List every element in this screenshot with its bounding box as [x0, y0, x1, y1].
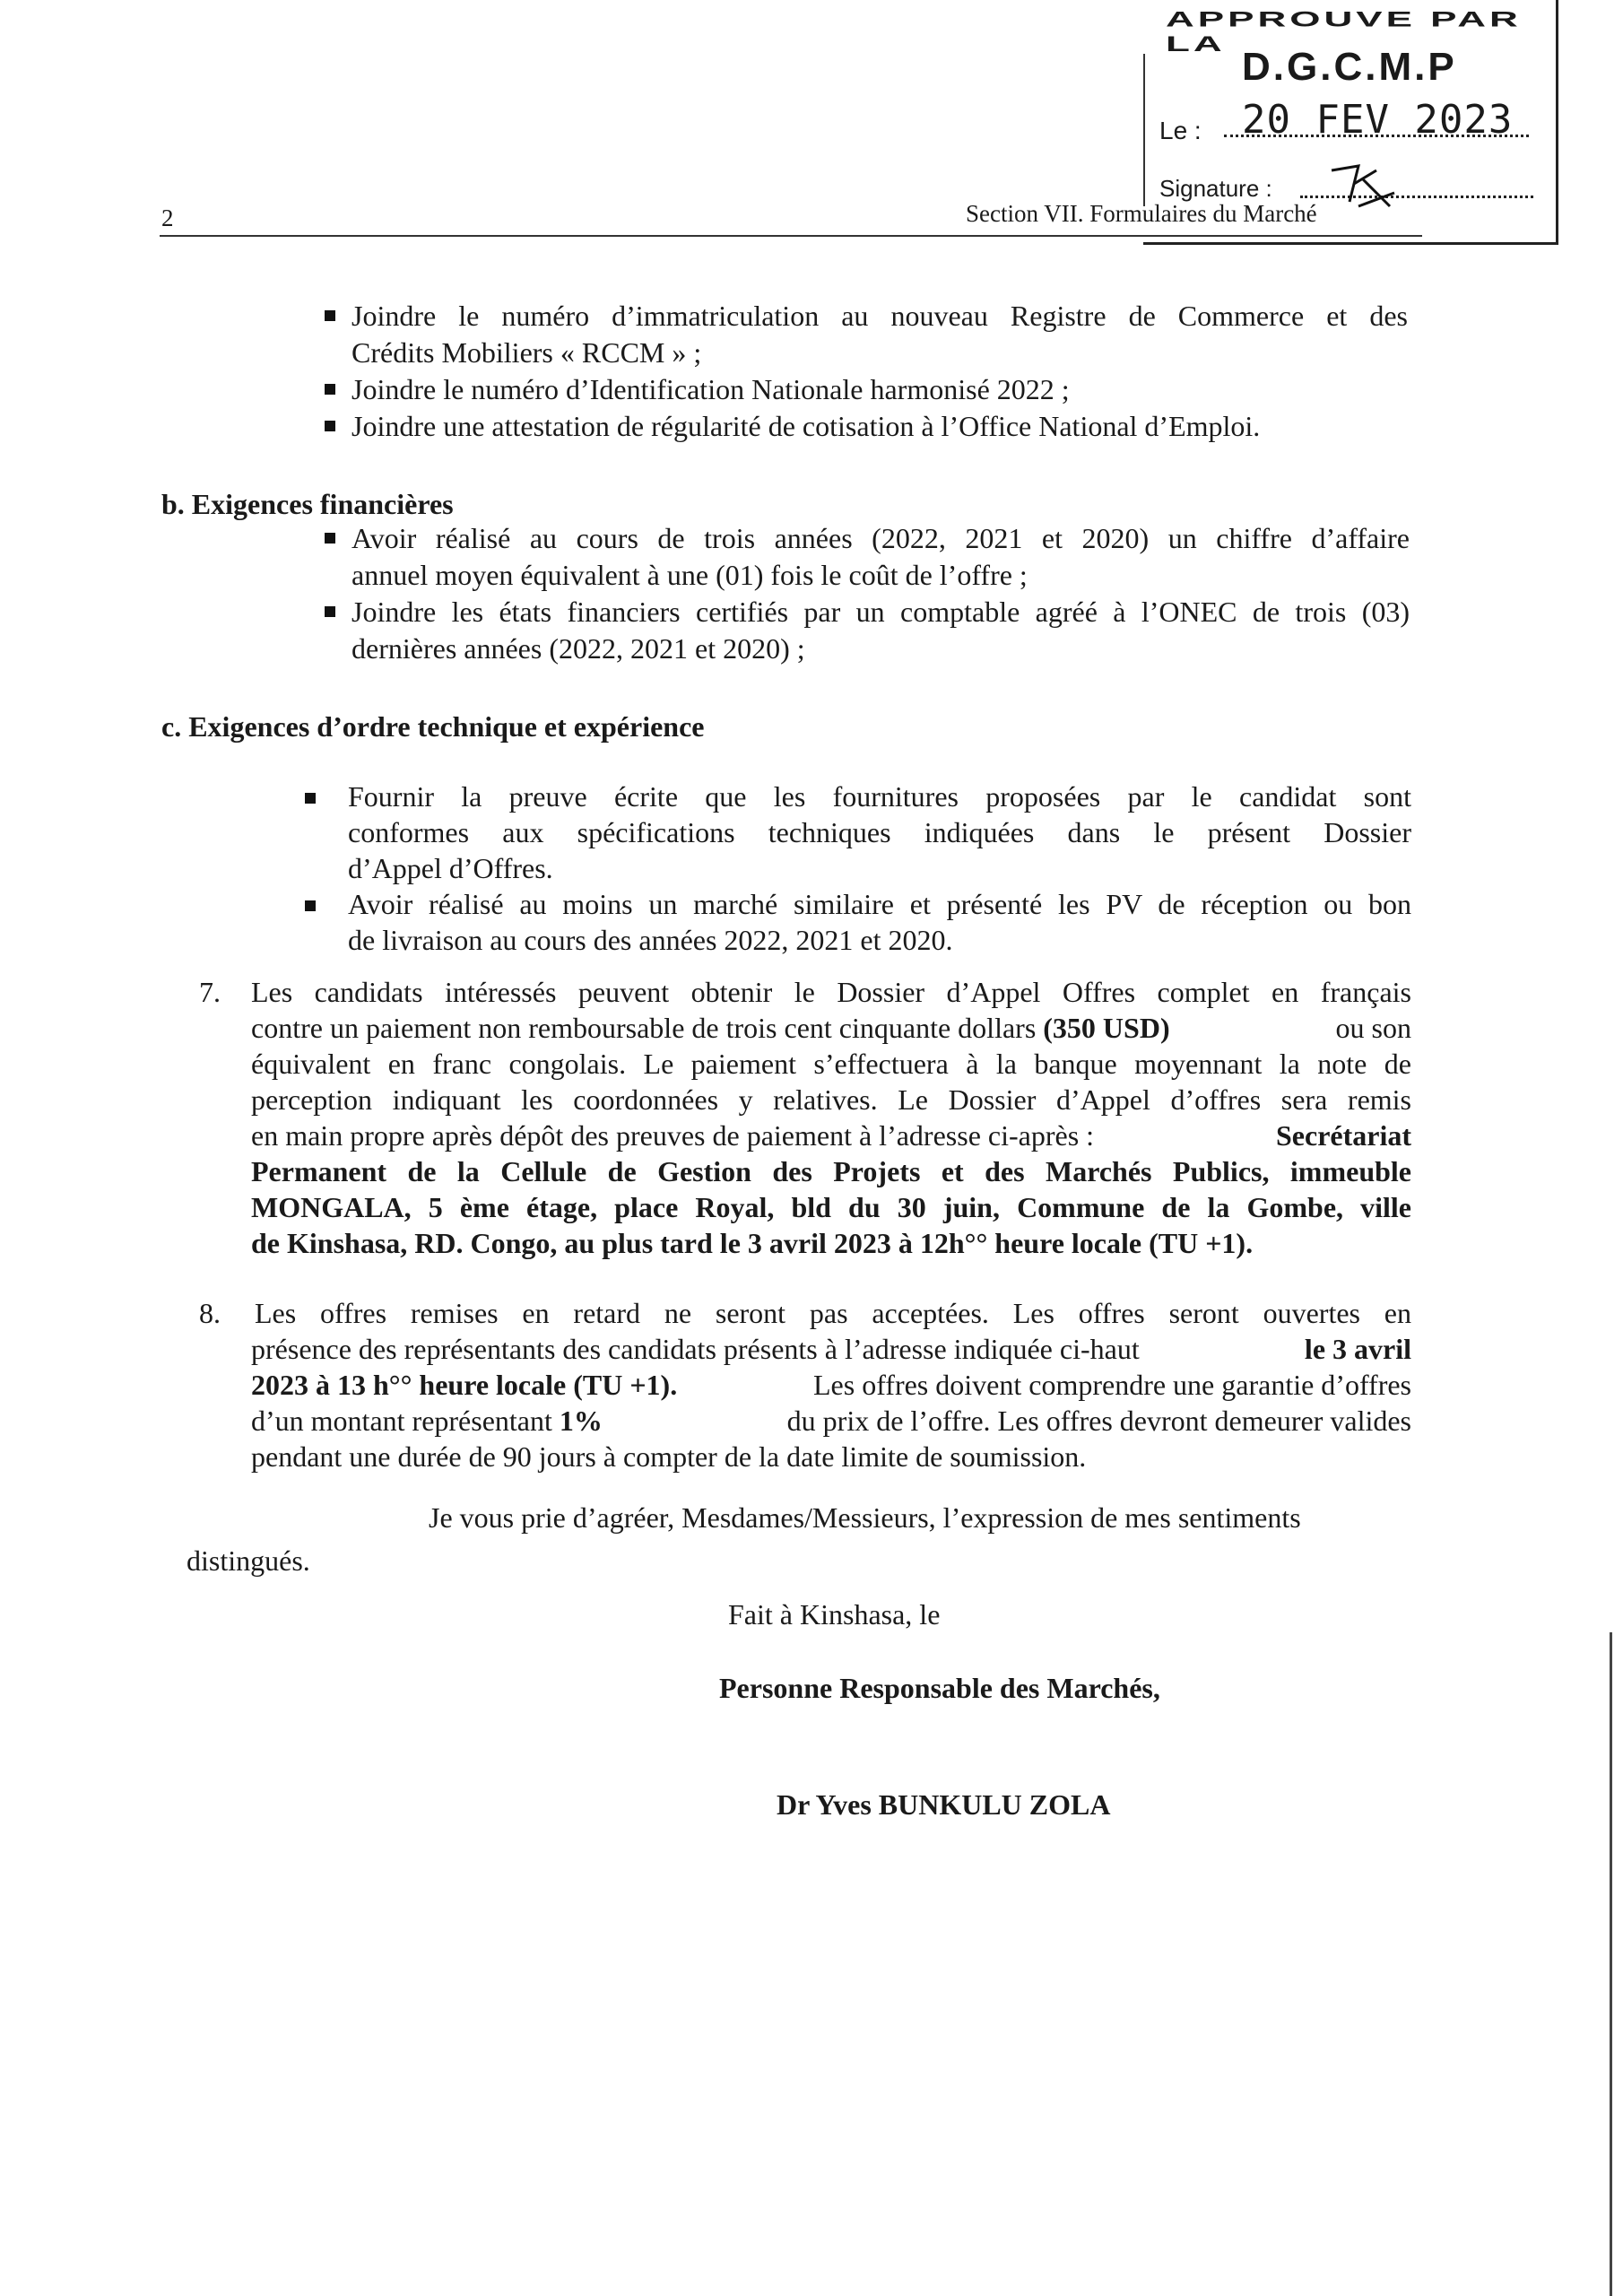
- technical-text: conformes aux spécifications techniques indiquées dans le présent Dossier: [348, 816, 1411, 848]
- item7-text-line: [251, 1010, 1411, 1046]
- stamp-date: 20 FEV 2023: [1242, 97, 1514, 143]
- item8-text: pendant une durée de 90 jours à compter de la date limite de soumission.: [251, 1440, 1087, 1473]
- item7-text: ou son: [1328, 1012, 1411, 1044]
- scan-edge: [1610, 1632, 1612, 2296]
- stamp-approved-text: APPROUVE PAR LA: [1166, 7, 1522, 57]
- signatory-role: Personne Responsable des Marchés,: [719, 1672, 1160, 1704]
- header-divider: [160, 235, 1422, 237]
- stamp-border: [1143, 54, 1145, 206]
- item8-percent: 1%: [559, 1405, 603, 1437]
- technical-text: Fournir la preuve écrite que les fournitures proposées par le candidat sont: [348, 780, 1411, 813]
- item7-text: contre un paiement non remboursable de trois cent cinquante dollars: [251, 1012, 1044, 1044]
- item7-text: en main propre après dépôt des preuves de paiement à l’adresse ci-après :: [251, 1119, 1102, 1152]
- item-number: 8.: [199, 1297, 221, 1329]
- stamp-org: D.G.C.M.P: [1242, 45, 1457, 89]
- item8-date: 2023 à 13 h°° heure locale (TU +1).: [251, 1369, 678, 1401]
- stamp-dotted-line: [1224, 135, 1529, 137]
- section-heading-technical: c. Exigences d’ordre technique et expérience: [161, 710, 705, 743]
- section-heading-financial: b. Exigences financières: [161, 488, 454, 520]
- item7-text-line: [251, 1118, 1411, 1153]
- admin-bullet-text: Joindre le numéro d’immatriculation au nouveau Registre de Commerce et des: [352, 300, 1408, 332]
- bullet-icon: [325, 421, 335, 431]
- admin-bullet-text: Joindre le numéro d’Identification Nationale harmonisé 2022 ;: [352, 373, 1070, 405]
- item7-address: Permanent de la Cellule de Gestion des Projets et des Marchés Publics, immeuble: [251, 1155, 1411, 1187]
- item8-text-line: [251, 1331, 1411, 1367]
- admin-bullet-text: Crédits Mobiliers « RCCM » ;: [352, 336, 702, 369]
- admin-bullet-text: Joindre une attestation de régularité de cotisation à l’Office National d’Emploi.: [352, 410, 1261, 442]
- handwritten-initials: [1323, 152, 1403, 215]
- bullet-icon: [325, 384, 335, 395]
- stamp-date-label: Le :: [1159, 117, 1202, 144]
- page-number: 2: [161, 204, 174, 231]
- section-header: Section VII. Formulaires du Marché: [966, 200, 1317, 227]
- item8-text-line: [251, 1403, 1411, 1439]
- signatory-name: Dr Yves BUNKULU ZOLA: [777, 1788, 1111, 1821]
- closing-text: distingués.: [187, 1544, 310, 1577]
- bullet-icon: [325, 533, 335, 544]
- item7-address: de Kinshasa, RD. Congo, au plus tard le 3 avril 2023 à 12h°° heure locale (TU +1).: [251, 1227, 1254, 1259]
- financial-text: annuel moyen équivalent à une (01) fois le coût de l’offre ;: [352, 559, 1028, 591]
- bullet-icon: [325, 310, 335, 321]
- place-line: Fait à Kinshasa, le: [728, 1598, 941, 1631]
- item8-text: Les offres remises en retard ne seront pas acceptées. Les offres seront ouvertes en: [255, 1297, 1411, 1329]
- item8-text-line: [251, 1367, 1411, 1403]
- financial-text: Avoir réalisé au cours de trois années (2022, 2021 et 2020) un chiffre d’affaire: [352, 522, 1410, 554]
- item-number: 7.: [199, 976, 221, 1008]
- item7-address: MONGALA, 5 ème étage, place Royal, bld du 30 juin, Commune de la Gombe, ville: [251, 1191, 1411, 1223]
- bullet-icon: [305, 793, 316, 804]
- bullet-icon: [325, 606, 335, 617]
- financial-text: Joindre les états financiers certifiés par un comptable agréé à l’ONEC de trois (03): [352, 596, 1410, 628]
- item7-amount: (350 USD): [1043, 1012, 1170, 1044]
- financial-text: dernières années (2022, 2021 et 2020) ;: [352, 632, 805, 665]
- stamp-signature-label: Signature :: [1159, 175, 1272, 202]
- item8-date: le 3 avril: [1304, 1333, 1411, 1365]
- closing-text: Je vous prie d’agréer, Mesdames/Messieurs, l’expression de mes sentiments: [429, 1501, 1301, 1534]
- technical-text: d’Appel d’Offres.: [348, 852, 553, 884]
- item8-text: Les offres doivent comprendre une garantie d’offres: [806, 1369, 1411, 1401]
- item8-text: du prix de l’offre. Les offres devront demeurer valides: [779, 1405, 1411, 1437]
- item7-text: Les candidats intéressés peuvent obtenir le Dossier d’Appel Offres complet en français: [251, 976, 1411, 1008]
- bullet-icon: [305, 900, 316, 911]
- item7-address: Secrétariat: [1275, 1119, 1411, 1152]
- item7-text: perception indiquant les coordonnées y relatives. Le Dossier d’Appel d’offres sera remis: [251, 1083, 1411, 1116]
- item8-text: d’un montant représentant: [251, 1405, 560, 1437]
- item8-text: présence des représentants des candidats présents à l’adresse indiquée ci-haut: [251, 1333, 1147, 1365]
- item7-text: équivalent en franc congolais. Le paiement s’effectuera à la banque moyennant la note de: [251, 1048, 1411, 1080]
- technical-text: de livraison au cours des années 2022, 2021 et 2020.: [348, 924, 953, 956]
- technical-text: Avoir réalisé au moins un marché similaire et présenté les PV de réception ou bon: [348, 888, 1411, 920]
